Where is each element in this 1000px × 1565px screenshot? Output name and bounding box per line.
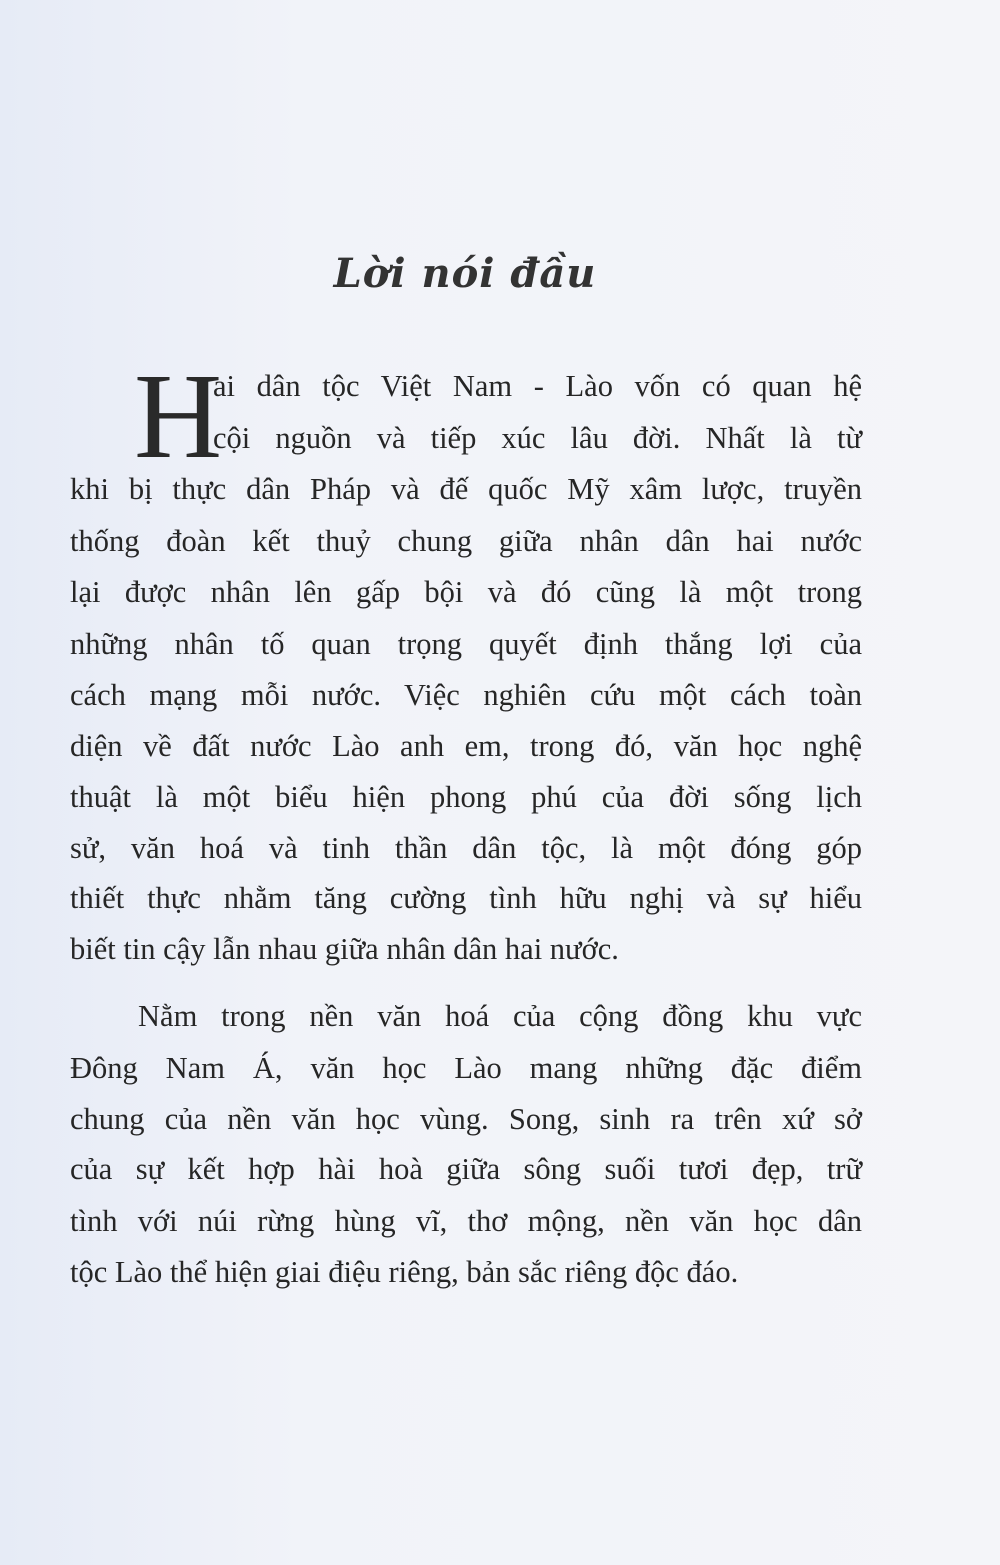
text-line: thống đoàn kết thuỷ chung giữa nhân dân hai nước — [70, 524, 862, 558]
text-line: thiết thực nhằm tăng cường tình hữu nghị và sự hiểu — [70, 881, 862, 915]
text-line: thuật là một biểu hiện phong phú của đời sống lịch — [70, 780, 862, 814]
text-line: diện về đất nước Lào anh em, trong đó, văn học nghệ — [70, 729, 862, 763]
text-line: tình với núi rừng hùng vĩ, thơ mộng, nền văn học dân — [70, 1204, 862, 1238]
text-line: sử, văn hoá và tinh thần dân tộc, là một đóng góp — [70, 831, 862, 865]
text-line: biết tin cậy lẫn nhau giữa nhân dân hai nước. — [70, 932, 619, 966]
text-line: Nằm trong nền văn hoá của cộng đồng khu vực — [138, 999, 862, 1033]
text-line: tộc Lào thể hiện giai điệu riêng, bản sắc riêng độc đáo. — [70, 1255, 739, 1289]
text-line: chung của nền văn học vùng. Song, sinh ra trên xứ sở — [70, 1102, 862, 1136]
text-line: của sự kết hợp hài hoà giữa sông suối tươi đẹp, trữ — [70, 1152, 862, 1186]
text-line: những nhân tố quan trọng quyết định thắng lợi của — [70, 627, 862, 661]
text-line: cội nguồn và tiếp xúc lâu đời. Nhất là từ — [213, 421, 862, 455]
drop-cap: H — [134, 349, 223, 484]
text-line: lại được nhân lên gấp bội và đó cũng là một trong — [70, 575, 862, 609]
text-line: ai dân tộc Việt Nam - Lào vốn có quan hệ — [213, 369, 862, 403]
text-line: khi bị thực dân Pháp và đế quốc Mỹ xâm lược, truyền — [70, 472, 862, 506]
text-line: Đông Nam Á, văn học Lào mang những đặc điểm — [70, 1051, 862, 1085]
text-line: cách mạng mỗi nước. Việc nghiên cứu một cách toàn — [70, 678, 862, 712]
chapter-title: Lời nói đầu — [333, 250, 597, 297]
